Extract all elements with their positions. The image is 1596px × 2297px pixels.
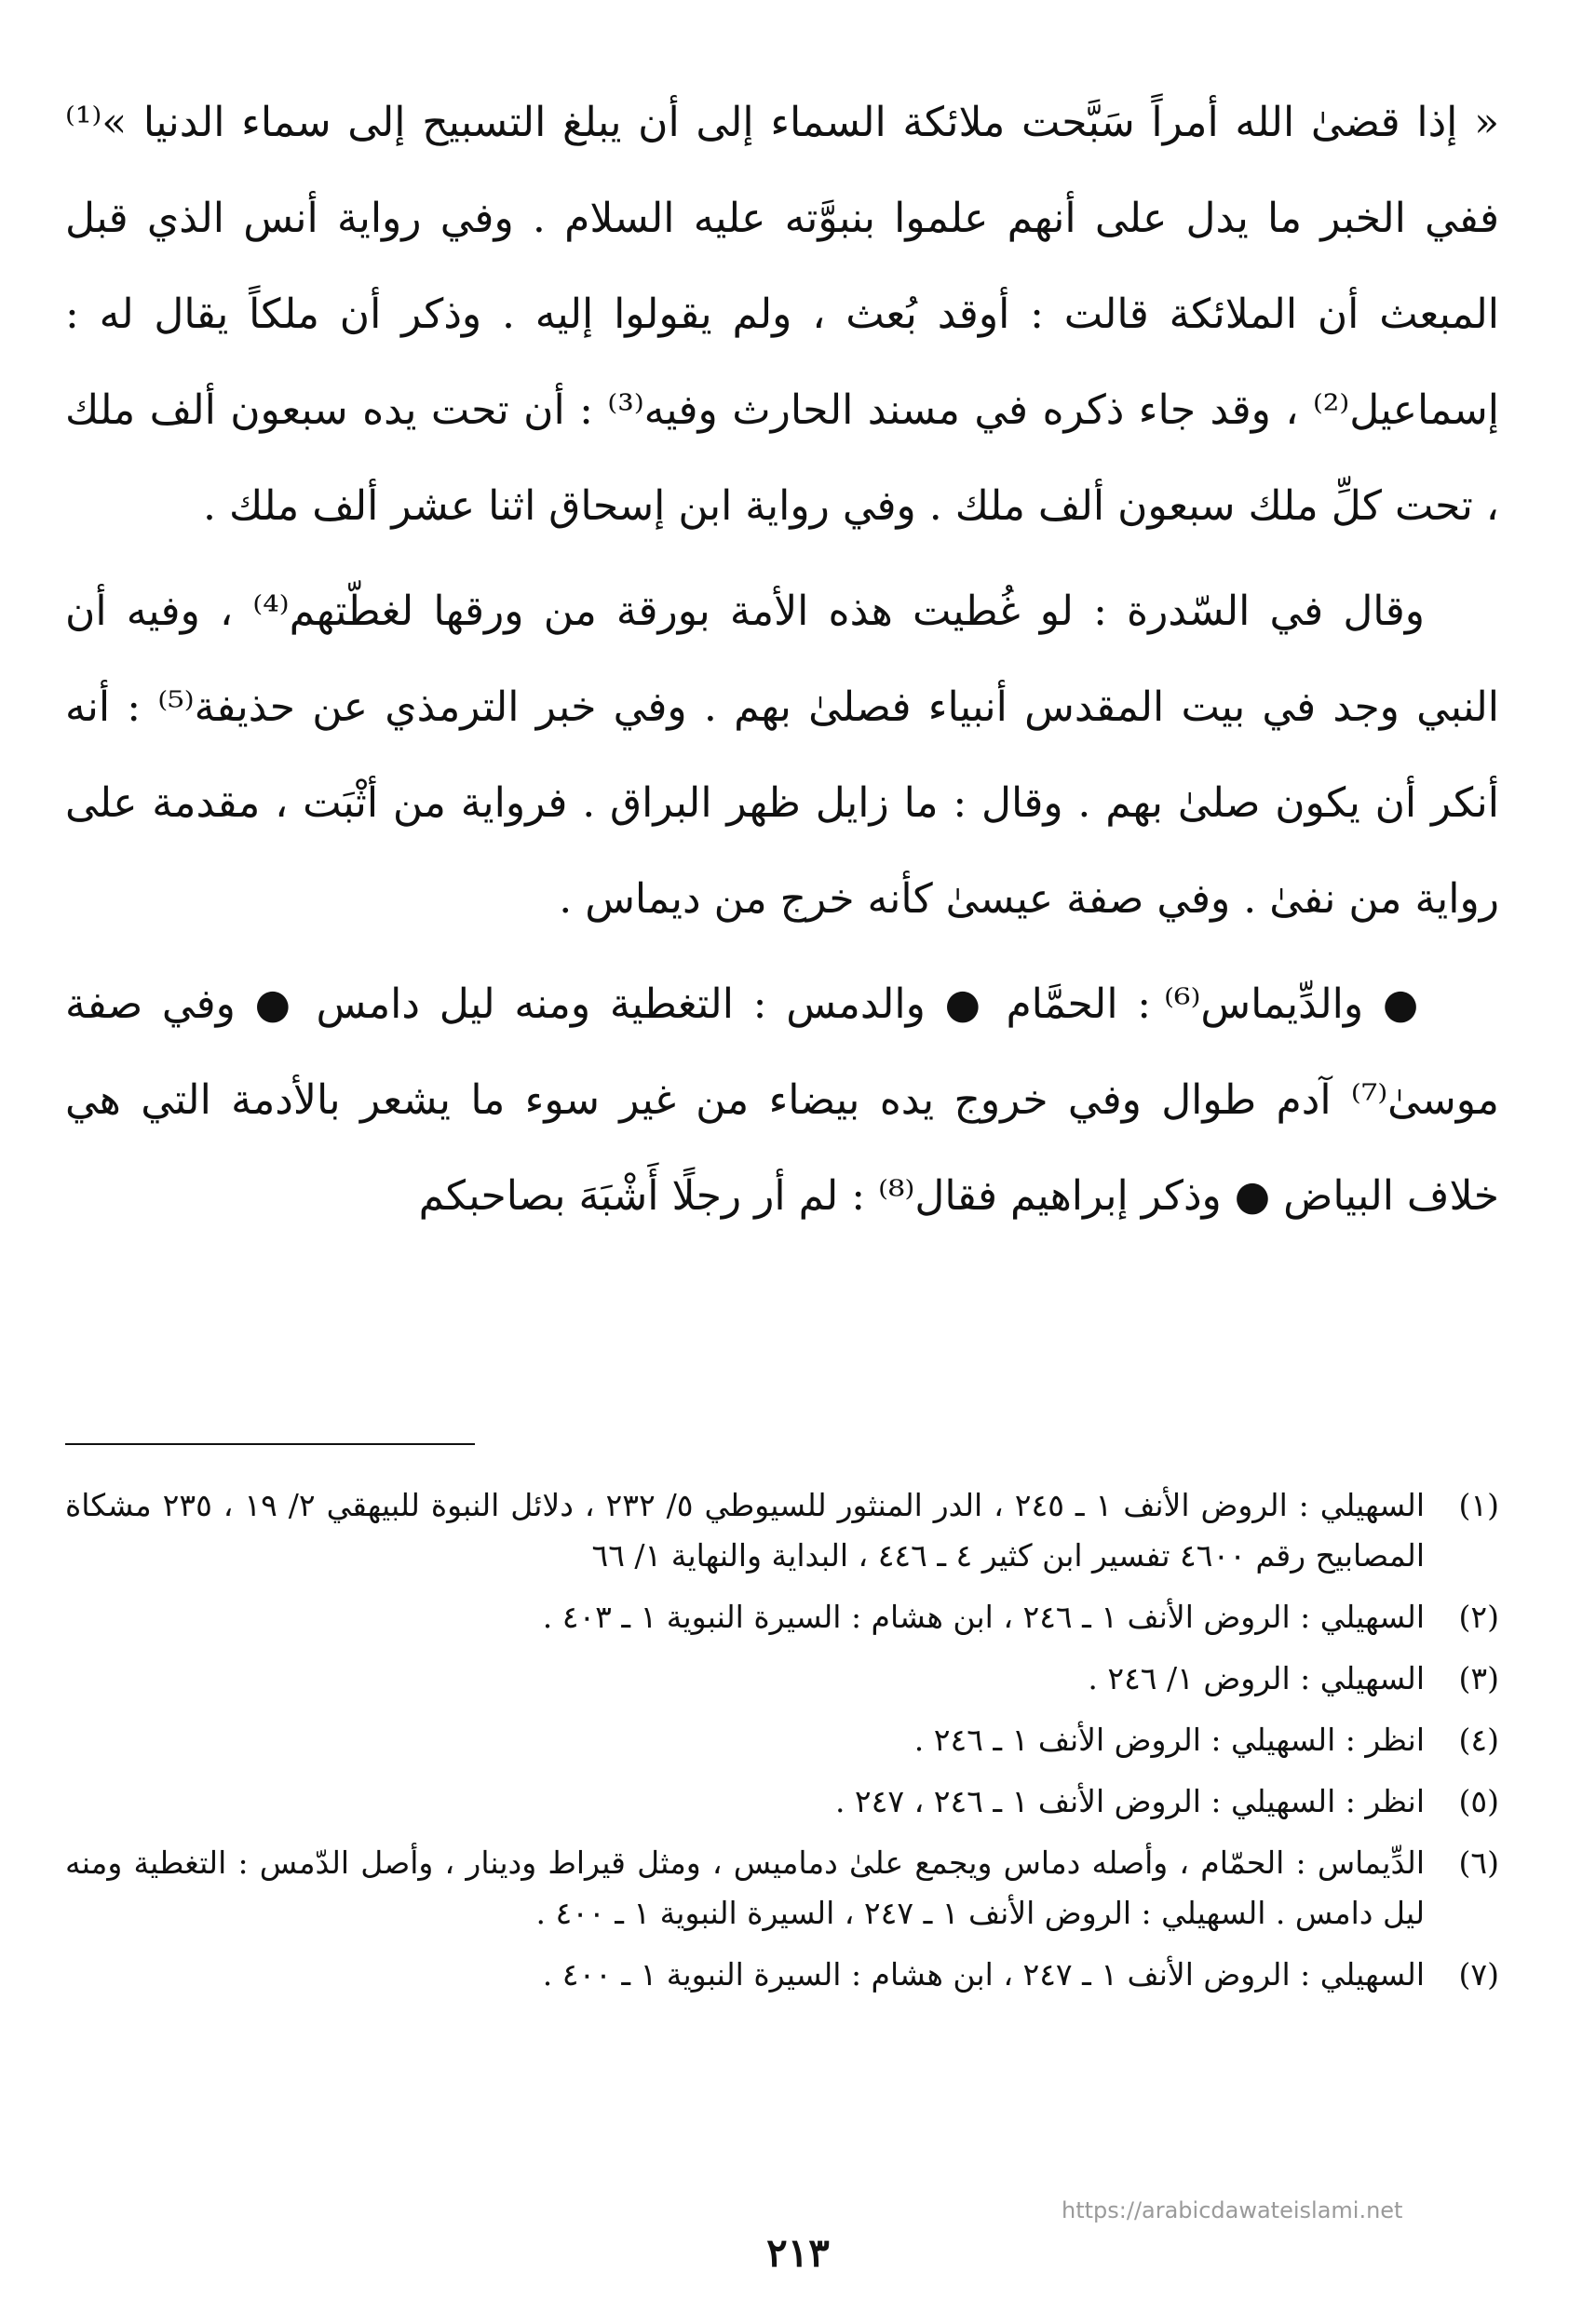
footnote-number: (٧) (1458, 1956, 1499, 1993)
footnote-text: انظر : السهيلي : الروض الأنف ١ ـ ٢٤٦ . (913, 1722, 1425, 1758)
footnote-number: (٣) (1458, 1660, 1499, 1696)
footnote-text: الدِّيماس : الحمّام ، وأصله دماس ويجمع علىٰ دماميس ، ومثل قيراط ودينار ، وأصل الدّمس : التغطية ومنه ليل دامس . السهيلي : الروض الأنف ١ ـ ٢٤٧ ، السيرة النبوية ١ ـ ٤٠٠ . (65, 1844, 1425, 1931)
paragraph: ● والدِّيماس⁽⁶⁾ : الحمَّام ● والدمس : التغطية ومنه ليل دامس ● وفي صفة موسىٰ⁽⁷⁾ آدم طوال وفي خروج يده بيضاء من غير سوء ما يشعر بالأدمة التي هي خلاف البياض ● وذكر إبراهيم فقال⁽⁸⁾ : لم أر رجلًا أَشْبَهَ بصاحبكم (65, 980, 1499, 1220)
footnote (65, 1654, 1499, 1704)
footnote (65, 1950, 1499, 2000)
footnote-number: (٢) (1458, 1599, 1499, 1635)
watermark-url: https://arabicdawateislami.net (1062, 2197, 1403, 2223)
footnote (65, 1838, 1499, 1939)
paragraph: وقال في السّدرة : لو غُطيت هذه الأمة بورقة من ورقها لغطّتهم⁽⁴⁾ ، وفيه أن النبي وجد في بيت المقدس أنبياء فصلىٰ بهم . وفي خبر الترمذي عن حذيفة⁽⁵⁾ : أنه أنكر أن يكون صلىٰ بهم . وقال : ما زايل ظهر البراق . فرواية من أثْبَت ، مقدمة على رواية من نفىٰ . وفي صفة عيسىٰ كأنه خرج من ديماس . (65, 588, 1499, 923)
footnote-number: (٦) (1458, 1844, 1499, 1881)
paragraph: « إذا قضىٰ الله أمراً سَبَّحت ملائكة السماء إلى أن يبلغ التسبيح إلى سماء الدنيا »⁽¹⁾ ففي الخبر ما يدل على أنهم علموا بنبوَّته عليه السلام . وفي رواية أنس الذي قبل المبعث أن الملائكة قالت : أوقد بُعث ، ولم يقولوا إليه . وذكر أن ملكاً يقال له : إسماعيل⁽²⁾ ، وقد جاء ذكره في مسند الحارث وفيه⁽³⁾ : أن تحت يده سبعون ألف ملك ، تحت كلِّ ملك سبعون ألف ملك . وفي رواية ابن إسحاق اثنا عشر ألف ملك . (65, 99, 1500, 530)
footnote-text: السهيلي : الروض الأنف ١ ـ ٢٤٦ ، ابن هشام : السيرة النبوية ١ ـ ٤٠٣ . (542, 1599, 1425, 1635)
footnote-number: (١) (1458, 1487, 1499, 1523)
footnote (65, 1592, 1499, 1642)
footnote-text: السهيلي : الروض ١/ ٢٤٦ . (1088, 1660, 1425, 1696)
footnote (65, 1480, 1499, 1581)
book-page (65, 74, 1499, 2263)
main-text (65, 74, 1499, 1434)
footnote-text: انظر : السهيلي : الروض الأنف ١ ـ ٢٤٦ ، ٢٤٧ . (834, 1783, 1425, 1819)
footnotes (65, 1480, 1499, 2011)
page-number: ٢١٣ (766, 2230, 830, 2276)
footnote-text: السهيلي : الروض الأنف ١ ـ ٢٤٧ ، ابن هشام : السيرة النبوية ١ ـ ٤٠٠ . (542, 1956, 1425, 1993)
footnote-text: السهيلي : الروض الأنف ١ ـ ٢٤٥ ، الدر المنثور للسيوطي ٥/ ٢٣٢ ، دلائل النبوة للبيهقي ٢/ ١٩ ، ٢٣٥ مشكاة المصابيح رقم ٤٦٠٠ تفسير ابن كثير ٤ ـ ٤٤٦ ، البداية والنهاية ١/ ٦٦ (65, 1487, 1426, 1574)
footnote-number: (٤) (1458, 1722, 1499, 1758)
footnote (65, 1715, 1499, 1765)
footnote (65, 1777, 1499, 1827)
footnote-number: (٥) (1458, 1783, 1499, 1819)
footnote-separator (65, 1443, 475, 1445)
